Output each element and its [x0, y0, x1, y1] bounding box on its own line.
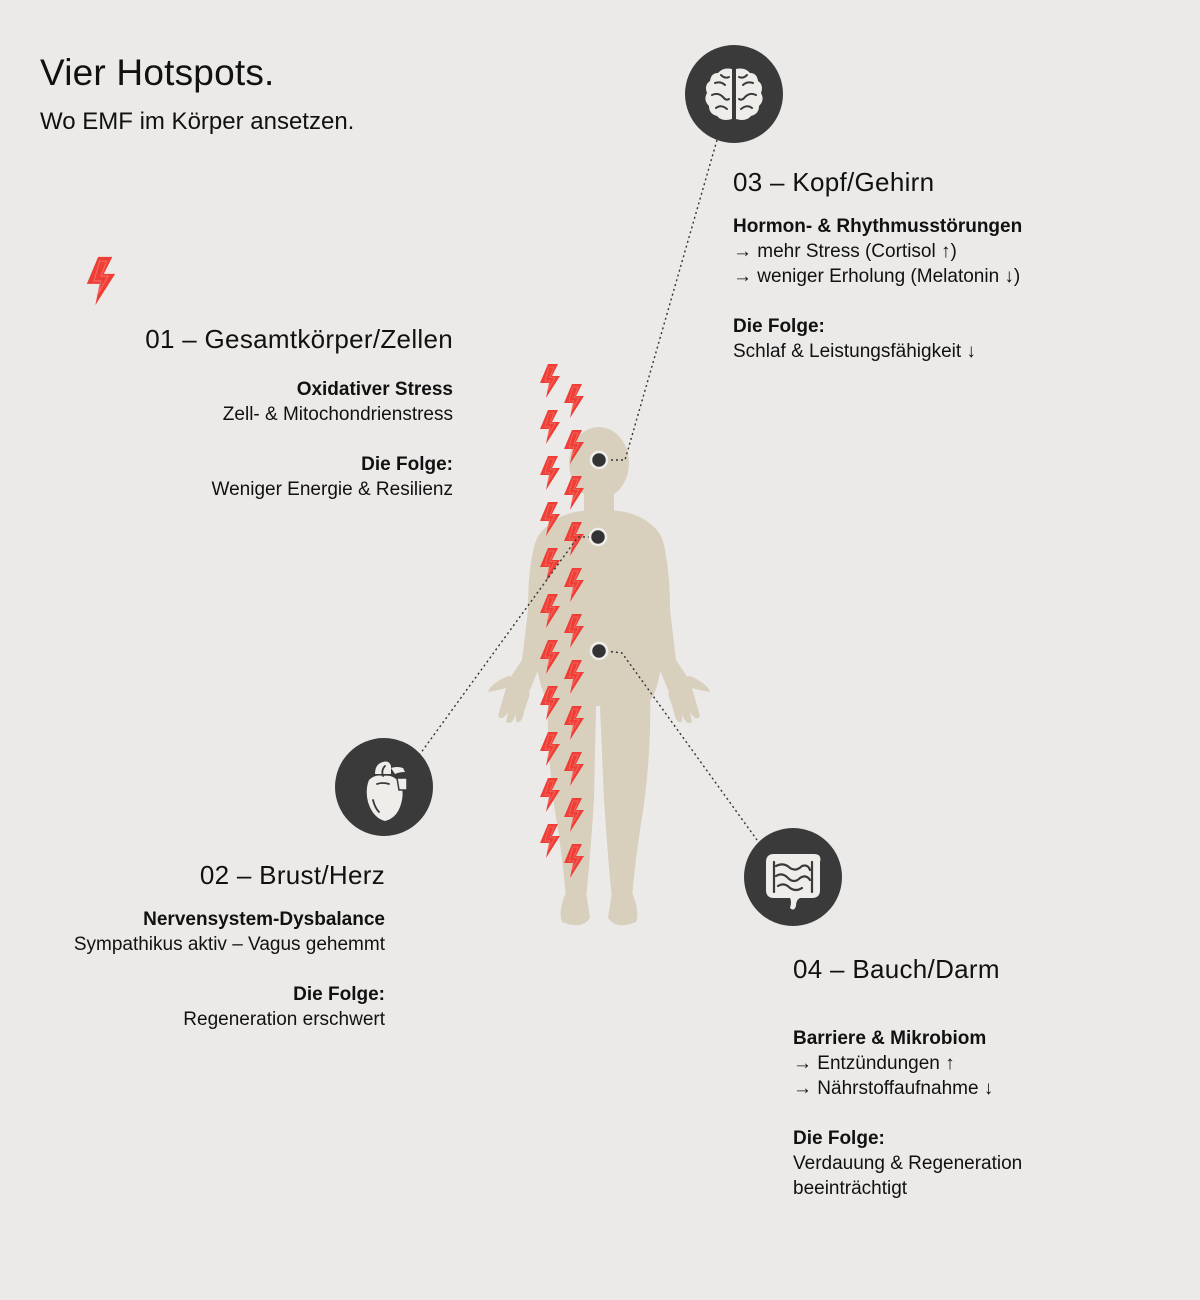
markers [590, 452, 607, 659]
hotspot-04-effect-title: Barriere & Mikrobiom [793, 1028, 987, 1049]
hotspot-04-consequence-line-2: beeinträchtigt [793, 1178, 908, 1199]
hotspot-04-effect-line-2: → Nährstoffaufnahme ↓ [793, 1078, 994, 1099]
hotspot-03-effect-line-2: → weniger Erholung (Melatonin ↓) [733, 266, 1021, 287]
marker-head [591, 452, 607, 468]
hotspot-02-consequence-line: Regeneration erschwert [183, 1009, 385, 1030]
lightning-column-right [564, 384, 584, 878]
hotspot-03-consequence-label: Die Folge: [733, 316, 825, 337]
hotspot-01-consequence-line: Weniger Energie & Resilienz [211, 479, 453, 500]
hotspot-02-effect-line: Sympathikus aktiv – Vagus gehemmt [73, 934, 385, 955]
lightning-column-left [540, 364, 560, 858]
connector-abdomen [606, 651, 757, 840]
hotspot-02-effect-title: Nervensystem-Dysbalance [143, 909, 385, 930]
brain-icon-circle [685, 45, 783, 143]
intestine-icon [744, 828, 842, 926]
hotspot-04-consequence-label: Die Folge: [793, 1128, 885, 1149]
hotspot-01-heading: 01 – Gesamtkörper/Zellen [145, 324, 453, 354]
hotspot-03-effect-title: Hormon- & Rhythmusstörungen [733, 216, 1023, 237]
hotspot-03 [733, 167, 1022, 364]
connector-chest [420, 537, 590, 754]
hotspot-03-heading: 03 – Kopf/Gehirn [733, 167, 935, 197]
hotspot-02 [74, 860, 385, 1032]
brain-icon [685, 45, 783, 143]
marker-abdomen [591, 643, 607, 659]
hotspot-04-heading: 04 – Bauch/Darm [793, 954, 1000, 984]
hotspot-02-heading: 02 – Brust/Herz [199, 860, 385, 890]
hotspot-01-effect-title: Oxidativer Stress [296, 379, 453, 400]
heart-icon [335, 738, 433, 836]
marker-chest [590, 529, 606, 545]
intestine-icon-circle [744, 828, 842, 926]
lightning-bolt-icon [87, 257, 115, 305]
hotspot-01-consequence-label: Die Folge: [361, 454, 453, 475]
hotspot-04-effect-line-1: → Entzündungen ↑ [793, 1053, 955, 1074]
hotspot-03-effect-line-1: → mehr Stress (Cortisol ↑) [733, 241, 957, 262]
hotspot-04-consequence-line-1: Verdauung & Regeneration [793, 1153, 1023, 1174]
hotspot-01 [145, 324, 453, 502]
hotspot-04 [793, 954, 1022, 1201]
hotspot-03-consequence-line: Schlaf & Leistungsfähigkeit ↓ [733, 341, 976, 362]
connector-head [606, 140, 717, 460]
connector-lines [420, 140, 757, 840]
hotspot-02-consequence-label: Die Folge: [293, 984, 385, 1005]
page-subtitle: Wo EMF im Körper ansetzen. [40, 108, 355, 135]
page-title: Vier Hotspots. [40, 52, 275, 93]
human-silhouette [488, 427, 710, 925]
heart-icon-circle [335, 738, 433, 836]
hotspot-01-effect-line: Zell- & Mitochondrienstress [222, 404, 453, 425]
